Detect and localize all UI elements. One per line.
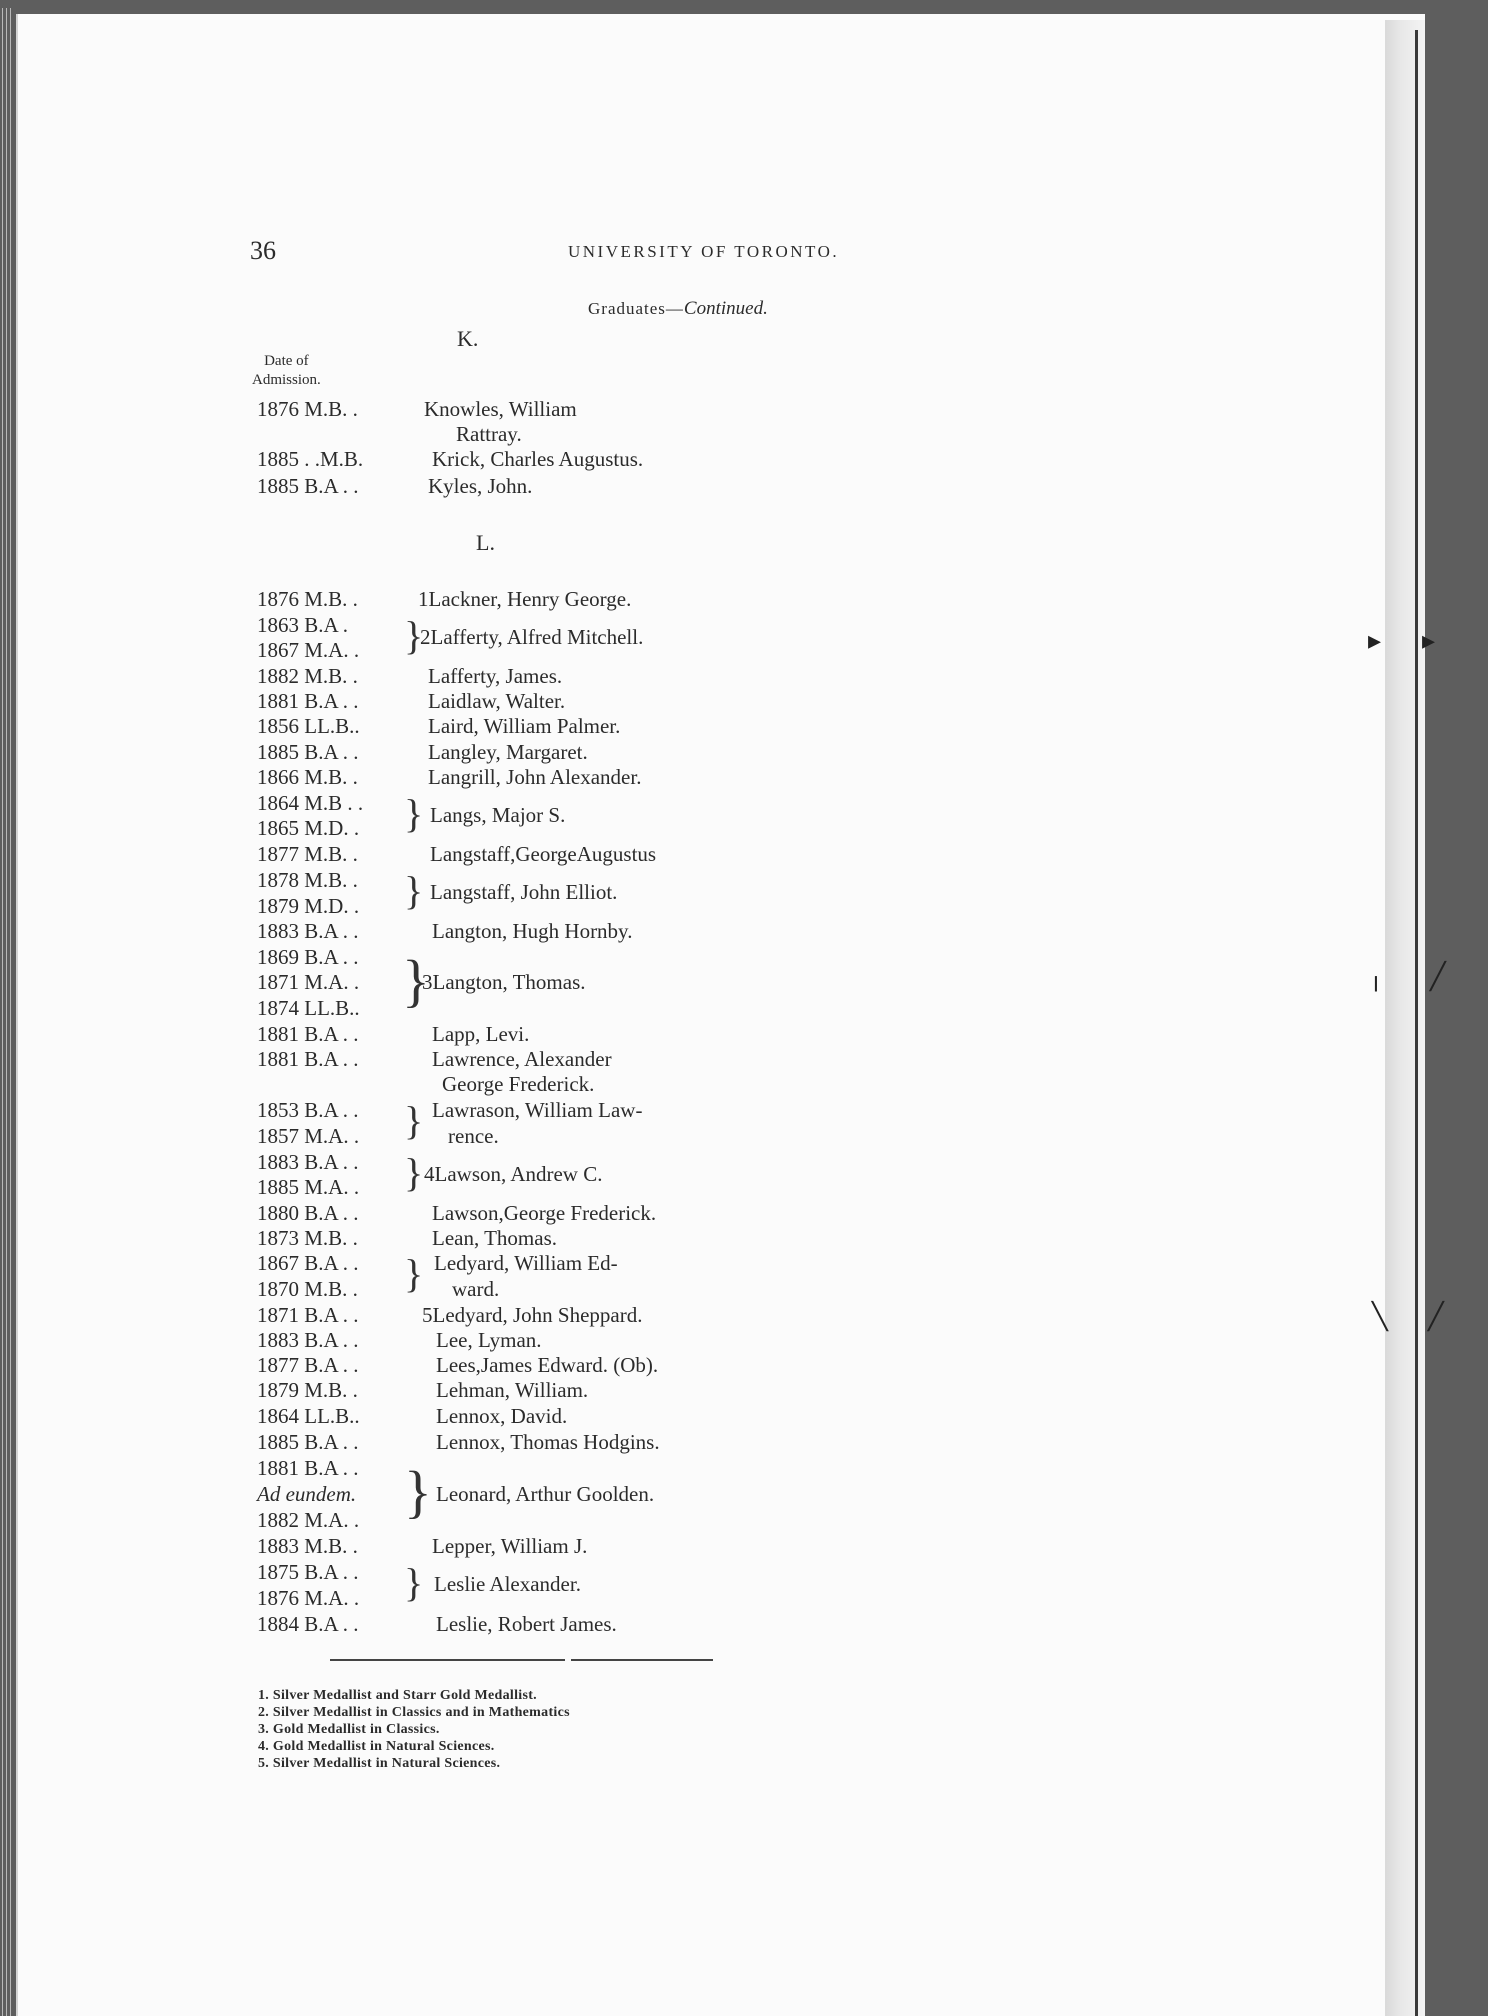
entry-date: 1864 M.B . .	[257, 791, 364, 815]
entry-name: Laird, William Palmer.	[428, 714, 621, 738]
footnote: 1. Silver Medallist and Starr Gold Medallist.	[258, 1688, 537, 1703]
entry-name: Langstaff, John Elliot.	[430, 880, 618, 904]
entry-name: Lawrence, Alexander	[432, 1047, 612, 1071]
entry-name: Ledyard, William Ed-	[434, 1251, 618, 1275]
entry-date: 1883 M.B. .	[257, 1534, 358, 1558]
entry-date: 1869 B.A . .	[257, 945, 359, 969]
entry-name: Knowles, William	[424, 397, 577, 421]
entry-date: 1884 B.A . .	[257, 1612, 359, 1636]
entry-name: Langstaff,GeorgeAugustus	[430, 842, 657, 866]
entry-date: 1856 LL.B..	[257, 714, 360, 738]
entry-date: 1867 M.A. .	[257, 638, 360, 662]
brace: }	[404, 1560, 424, 1605]
edge-mark: ╱	[1428, 1302, 1444, 1331]
entry-date: 1876 M.B. .	[257, 587, 358, 611]
entry-name: Langley, Margaret.	[428, 740, 588, 764]
entry-date: 1881 B.A . .	[257, 1022, 359, 1046]
page-edge	[2, 8, 3, 2016]
entry-name: 2Lafferty, Alfred Mitchell.	[420, 625, 644, 649]
entry-date: 1853 B.A . .	[257, 1098, 359, 1122]
entry-name: Lapp, Levi.	[432, 1022, 530, 1046]
entry-date: 1875 B.A . .	[257, 1560, 359, 1584]
edge-mark: ▸	[1368, 626, 1382, 655]
brace: }	[404, 1098, 424, 1143]
entry-date: 1864 LL.B..	[257, 1404, 360, 1428]
page-gutter-shadow	[1385, 20, 1425, 2016]
section-heading-label: Graduates—	[588, 299, 684, 318]
entry-name: Lehman, William.	[436, 1378, 589, 1402]
page-gutter-line	[1415, 30, 1418, 2016]
entry-date: 1876 M.B. .	[257, 397, 358, 421]
page-edge	[10, 8, 11, 2016]
entry-date: 1881 B.A . .	[257, 689, 359, 713]
entry-date: 1871 B.A . .	[257, 1303, 359, 1327]
entry-name-continued: Rattray.	[456, 422, 522, 446]
entry-name: Langton, Hugh Hornby.	[432, 919, 633, 943]
entry-name: Langs, Major S.	[430, 803, 566, 827]
footnote-rule	[571, 1659, 713, 1661]
brace: }	[404, 1150, 424, 1195]
entry-date: 1865 M.D. .	[257, 816, 360, 840]
entry-date: 1883 B.A . .	[257, 919, 359, 943]
entry-date: 1879 M.B. .	[257, 1378, 358, 1402]
section-heading-continued: Continued.	[683, 298, 768, 319]
section-heading	[588, 298, 768, 320]
entry-name: Lafferty, James.	[428, 664, 563, 688]
entry-date: 1867 B.A . .	[257, 1251, 359, 1275]
entry-name: Lennox, Thomas Hodgins.	[436, 1430, 660, 1454]
brace: }	[402, 948, 430, 1013]
entry-date: 1885 B.A . .	[257, 1430, 359, 1454]
entry-date: 1874 LL.B..	[257, 996, 360, 1020]
entry-name-continued: rence.	[448, 1124, 499, 1148]
entry-name: 5Ledyard, John Sheppard.	[422, 1303, 643, 1327]
brace: }	[404, 1459, 432, 1524]
entry-name: Laidlaw, Walter.	[428, 689, 566, 713]
entry-date: 1882 M.B. .	[257, 664, 358, 688]
entry-date: 1863 B.A .	[257, 613, 349, 637]
entry-date: 1873 M.B. .	[257, 1226, 358, 1250]
entry-name: Krick, Charles Augustus.	[432, 447, 644, 471]
entry-name: Lean, Thomas.	[432, 1226, 557, 1250]
entry-date: 1877 M.B. .	[257, 842, 358, 866]
entry-date: 1882 M.A. .	[257, 1508, 360, 1532]
footnote: 4. Gold Medallist in Natural Sciences.	[258, 1739, 495, 1754]
entry-name: Leslie Alexander.	[434, 1572, 581, 1596]
entry-name: Leonard, Arthur Goolden.	[436, 1482, 655, 1506]
entry-date: 1881 B.A . .	[257, 1047, 359, 1071]
entry-date: 1871 M.A. .	[257, 970, 360, 994]
entry-date: 1857 M.A. .	[257, 1124, 360, 1148]
entry-date: 1866 M.B. .	[257, 765, 358, 789]
entry-date: 1885 M.A. .	[257, 1175, 360, 1199]
date-label-line: Admission.	[252, 372, 321, 388]
entry-date: 1876 M.A. .	[257, 1586, 360, 1610]
entry-name: 4Lawson, Andrew C.	[424, 1162, 603, 1186]
edge-mark: ╲	[1372, 1302, 1388, 1331]
entry-name: Kyles, John.	[428, 474, 533, 498]
entry-name-continued: ward.	[452, 1277, 500, 1301]
edge-mark: ╱	[1430, 962, 1446, 991]
entry-name: Lennox, David.	[436, 1404, 568, 1428]
entry-name-continued: George Frederick.	[442, 1072, 595, 1096]
entry-date: 1883 B.A . .	[257, 1328, 359, 1352]
footnote: 2. Silver Medallist in Classics and in Mathematics	[258, 1705, 570, 1720]
page-edge	[6, 8, 7, 2016]
date-of-admission-label	[252, 352, 321, 390]
footnote: 3. Gold Medallist in Classics.	[258, 1722, 440, 1737]
footnote-rule	[330, 1659, 565, 1661]
entry-name: 1Lackner, Henry George.	[418, 587, 632, 611]
entry-date: 1885 B.A . .	[257, 740, 359, 764]
entry-date: 1877 B.A . .	[257, 1353, 359, 1377]
entry-date: 1883 B.A . .	[257, 1150, 359, 1174]
entry-name: Lees,James Edward. (Ob).	[436, 1353, 659, 1377]
edge-mark: ▸	[1422, 626, 1436, 655]
entry-date: 1880 B.A . .	[257, 1201, 359, 1225]
entry-name: Lawrason, William Law-	[432, 1098, 643, 1122]
letter-heading-l: L.	[476, 530, 495, 555]
entry-name: Langrill, John Alexander.	[428, 765, 642, 789]
entry-date: 1881 B.A . .	[257, 1456, 359, 1480]
entry-name: Lawson,George Frederick.	[432, 1201, 657, 1225]
page-number: 36	[250, 236, 276, 265]
entry-date: 1879 M.D. .	[257, 894, 360, 918]
brace: }	[404, 868, 424, 913]
entry-date: Ad eundem.	[257, 1482, 357, 1506]
entry-date: 1885 B.A . .	[257, 474, 359, 498]
entry-date: 1885 . .M.B.	[257, 447, 364, 471]
running-head: UNIVERSITY OF TORONTO.	[568, 242, 840, 261]
brace: }	[404, 613, 424, 658]
letter-heading-k: K.	[457, 326, 479, 351]
date-label-line: Date of	[264, 353, 309, 369]
entry-name: Lee, Lyman.	[436, 1328, 542, 1352]
edge-mark: ╷	[1368, 962, 1384, 991]
brace: }	[404, 1251, 424, 1296]
entry-date: 1870 M.B. .	[257, 1277, 358, 1301]
brace: }	[404, 791, 424, 836]
entry-date: 1878 M.B. .	[257, 868, 358, 892]
footnote: 5. Silver Medallist in Natural Sciences.	[258, 1756, 501, 1771]
entry-name: Lepper, William J.	[432, 1534, 588, 1558]
entry-name: 3Langton, Thomas.	[422, 970, 586, 994]
entry-name: Leslie, Robert James.	[436, 1612, 617, 1636]
